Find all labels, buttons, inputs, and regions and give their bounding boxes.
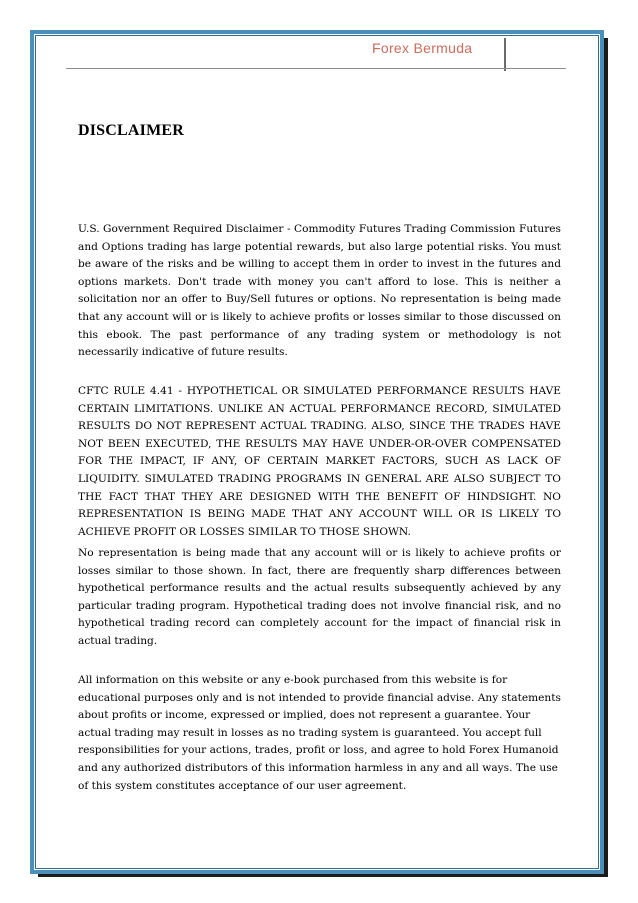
disclaimer-paragraph-cftc-rule: CFTC RULE 4.41 - HYPOTHETICAL OR SIMULATED PERFORMANCE RESULTS HAVE CERTAIN LIMITATIONS. UNLIKE AN ACTUAL PERFORMANCE RECORD, SIMULATED RESULTS DO NOT REPRESENT ACTUAL TRADING. ALSO, SINCE THE TRADES HAVE NOT BEEN EXECUTED, THE RESULTS MAY HAVE UNDER-OR-OVER COMPENSATED FOR THE IMPACT, IF ANY, OF CERTAIN MARKET FACTORS, SUCH AS LACK OF LIQUIDITY. SIMULATED TRADING PROGRAMS IN GENERAL ARE ALSO SUBJECT TO THE FACT THAT THEY ARE DESIGNED WITH THE BENEFIT OF HINDSIGHT. NO REPRESENTATION IS BEING MADE THAT ANY ACCOUNT WILL OR IS LIKELY TO ACHIEVE PROFIT OR LOSSES SIMILAR TO THOSE SHOWN.	[78, 385, 561, 538]
header-divider-tick	[504, 38, 506, 71]
header-rule	[66, 68, 566, 69]
disclaimer-paragraph-cftc-government: U.S. Government Required Disclaimer - Commodity Futures Trading Commission Futures and Options trading has large potential rewards, but also large potential risks. You must be aware of the risks and be willing to accept them in order to invest in the futures and options markets. Don't trade with money you can't afford to lose. This is neither a solicitation nor an offer to Buy/Sell futures or options. No representation is being made that any account will or is likely to achieve profits or losses similar to those discussed on this ebook. The past performance of any trading system or methodology is not necessarily indicative of future results.	[78, 223, 561, 359]
disclaimer-paragraph-hypothetical: No representation is being made that any account will or is likely to achieve profits or losses similar to those shown. In fact, there are frequently sharp differences between hypothetical performance results and the actual results subsequently achieved by any particular trading program. Hypothetical trading does not involve financial risk, and no hypothetical trading record can completely account for the impact of financial risk in actual trading.	[78, 547, 561, 647]
disclaimer-paragraph-educational: All information on this website or any e-book purchased from this website is for educational purposes only and is not intended to provide financial advise. Any statements about profits or income, expressed or implied, does not represent a guarantee. Your actual trading may result in losses as no trading system is guaranteed. You accept full responsibilities for your actions, trades, profit or loss, and agree to hold Forex Humanoid and any authorized distributors of this information harmless in any and all ways. The use of this system constitutes acceptance of our user agreement.	[78, 674, 561, 792]
header-label: Forex Bermuda	[372, 40, 473, 56]
document-title: DISCLAIMER	[78, 122, 185, 139]
